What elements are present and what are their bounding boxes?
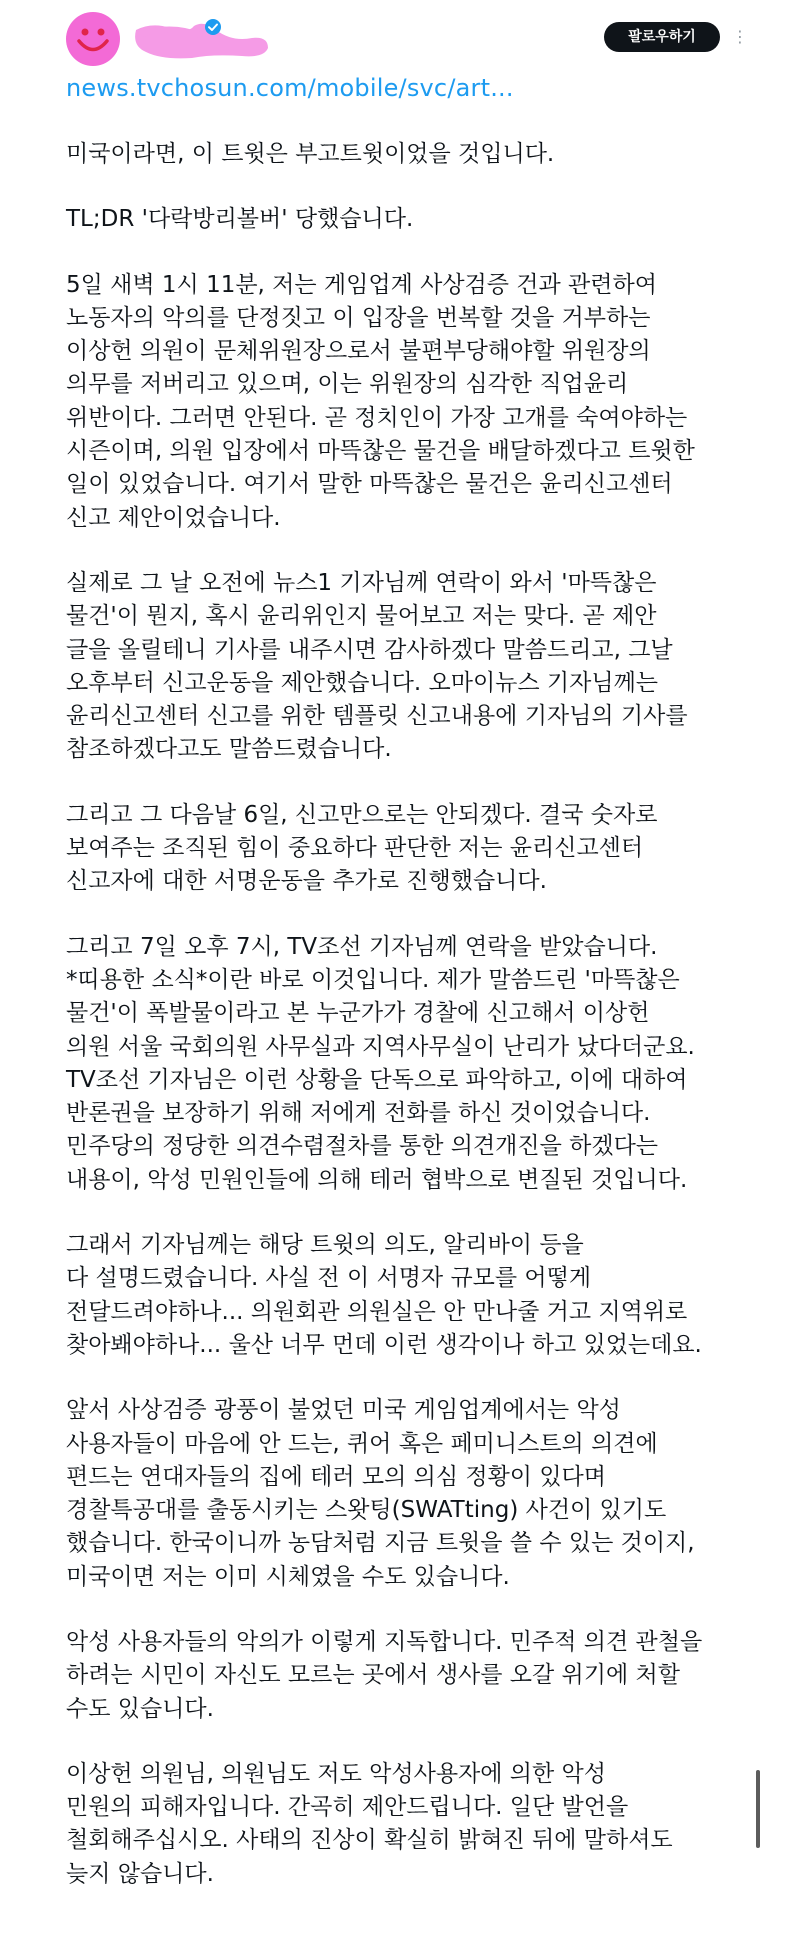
tweet-text-line: 민주당의 정당한 의견수렴절차를 통한 의견개진을 하겠다는 — [66, 1133, 659, 1160]
tweet-text-line: 의원 서울 국회의원 사무실과 지역사무실이 난리가 났다더군요. — [66, 1033, 695, 1060]
tweet-text-line: 의무를 저버리고 있으며, 이는 위원장의 심각한 직업윤리 — [66, 371, 629, 398]
tweet-text-line: 했습니다. 한국이니까 농담처럼 지금 트윗을 쓸 수 있는 것이지, — [66, 1530, 695, 1557]
tweet-paragraph — [66, 1626, 746, 1726]
scrollbar-thumb[interactable] — [756, 1770, 760, 1848]
tweet-text-line: 신고 제안이었습니다. — [66, 504, 281, 531]
tweet-text-line: 미국이라면, 이 트윗은 부고트윗이었을 것입니다. — [66, 141, 555, 167]
tweet-text-line: 보여주는 조직된 힘이 중요하다 판단한 저는 윤리신고센터 — [66, 835, 644, 862]
tweet-text-line: 5일 새벽 1시 11분, 저는 게임업계 사상검증 건과 관련하여 — [66, 271, 657, 298]
tweet-text-line: 이상헌 의원님, 의원님도 저도 악성사용자에 의한 악성 — [66, 1760, 606, 1787]
tweet-text-line: 이상헌 의원이 문체위원장으로서 불편부당해야할 위원장의 — [66, 338, 651, 365]
tweet-text-line: 편드는 연대자들의 집에 테러 모의 의심 정황이 있다며 — [66, 1463, 606, 1490]
tweet-text-line: 물건'이 폭발물이라고 본 누군가가 경찰에 신고해서 이상헌 — [66, 1000, 650, 1027]
tweet-text-line: 실제로 그 날 오전에 뉴스1 기자님께 연락이 와서 '마뜩찮은 — [66, 569, 657, 596]
tweet-paragraph — [66, 1758, 746, 1891]
tweet-text-line: 그리고 그 다음날 6일, 신고만으로는 안되겠다. 결국 숫자로 — [66, 801, 658, 828]
tweet-text-line: 악성 사용자들의 악의가 이렇게 지독합니다. 민주적 의견 관철을 — [66, 1628, 703, 1655]
tweet-text-line: 그래서 기자님께는 해당 트윗의 의도, 알리바이 등을 — [66, 1232, 584, 1259]
tweet-text-line: 윤리신고센터 신고를 위한 템플릿 신고내용에 기자님의 기사를 — [66, 703, 688, 730]
tweet-text-line: 전달드려야하나... 의원회관 의원실은 안 만나줄 거고 지역위로 — [66, 1298, 688, 1325]
tweet-text-line: 민원의 피해자입니다. 간곡히 제안드립니다. 일단 발언을 — [66, 1794, 629, 1821]
tweet-paragraph — [66, 1229, 746, 1362]
avatar[interactable] — [66, 12, 120, 66]
tweet-text-line: TL;DR '다락방리볼버' 당했습니다. — [66, 206, 414, 233]
tweet-text-line: TV조선 기자님은 이런 상황을 단독으로 파악하고, 이에 대하여 — [66, 1066, 688, 1093]
tweet-text-line: 참조하겠다고도 말씀드렸습니다. — [66, 736, 392, 763]
tweet-paragraph — [66, 799, 746, 899]
tweet-text-line: 그리고 7일 오후 7시, TV조선 기자님께 연락을 받았습니다. — [66, 933, 658, 960]
tweet-text-line: 다 설명드렸습니다. 사실 전 이 서명자 규모를 어떻게 — [66, 1265, 592, 1292]
tweet-paragraph — [66, 138, 746, 171]
tweet-text-line: 앞서 사상검증 광풍이 불었던 미국 게임업계에서는 악성 — [66, 1397, 621, 1424]
tweet-text-line: 사용자들이 마음에 안 드는, 퀴어 혹은 페미니스트의 의견에 — [66, 1430, 658, 1457]
follow-button[interactable]: 팔로우하기 — [604, 22, 720, 52]
tweet-text-line: 위반이다. 그러면 안된다. 곧 정치인이 가장 고개를 숙여야하는 — [66, 404, 688, 431]
tweet-text-line: 늦지 않습니다. — [66, 1860, 214, 1887]
tweet-text-line: 오후부터 신고운동을 제안했습니다. 오마이뉴스 기자님께는 — [66, 669, 659, 696]
tweet-text-line: 하려는 시민이 자신도 모르는 곳에서 생사를 오갈 위기에 처할 — [66, 1662, 680, 1689]
tweet-text-line: 경찰특공대를 출동시키는 스왓팅(SWATting) 사건이 있기도 — [66, 1497, 667, 1524]
tweet-text-line: 철회해주십시오. 사태의 진상이 확실히 밝혀진 뒤에 말하셔도 — [66, 1827, 673, 1854]
tweet-text-line: 내용이, 악성 민원인들에 의해 테러 협박으로 변질된 것입니다. — [66, 1166, 688, 1193]
tweet-text-line: 찾아봬야하나... 울산 너무 먼데 이런 생각이나 하고 있었는데요. — [66, 1331, 702, 1358]
tweet-text-line: 신고자에 대한 서명운동을 추가로 진행했습니다. — [66, 868, 547, 895]
verified-badge-icon — [204, 18, 222, 36]
tweet-text-line: 글을 올릴테니 기사를 내주시면 감사하겠다 말씀드리고, 그날 — [66, 636, 673, 663]
tweet-text-line: 반론권을 보장하기 위해 저에게 전화를 하신 것이었습니다. — [66, 1100, 651, 1127]
tweet-paragraph — [66, 269, 746, 535]
article-link[interactable]: news.tvchosun.com/mobile/svc/art... — [66, 74, 514, 102]
tweet-header — [0, 0, 800, 80]
more-options-icon[interactable]: ⋮ — [732, 27, 748, 46]
tweet-text-line: 미국이면 저는 이미 시체였을 수도 있습니다. — [66, 1563, 510, 1590]
smiley-face-icon — [66, 12, 120, 66]
tweet-text-line: 수도 있습니다. — [66, 1695, 214, 1722]
redacted-username-scribble — [132, 20, 272, 62]
tweet-paragraph — [66, 1394, 746, 1594]
tweet-text-line: *띠용한 소식*이란 바로 이것입니다. 제가 말씀드린 '마뜩찮은 — [66, 966, 680, 993]
tweet-text-line: 시즌이며, 의원 입장에서 마뜩찮은 물건을 배달하겠다고 트윗한 — [66, 438, 695, 465]
tweet-body — [66, 138, 746, 1923]
tweet-paragraph — [66, 567, 746, 767]
tweet-text-line: 일이 있었습니다. 여기서 말한 마뜩찮은 물건은 윤리신고센터 — [66, 471, 673, 498]
tweet-text-line: 노동자의 악의를 단정짓고 이 입장을 번복할 것을 거부하는 — [66, 304, 651, 331]
tweet-paragraph — [66, 931, 746, 1197]
tweet-text-line: 물건'이 뭔지, 혹시 윤리위인지 물어보고 저는 맞다. 곧 제안 — [66, 603, 657, 630]
tweet-paragraph — [66, 203, 746, 236]
